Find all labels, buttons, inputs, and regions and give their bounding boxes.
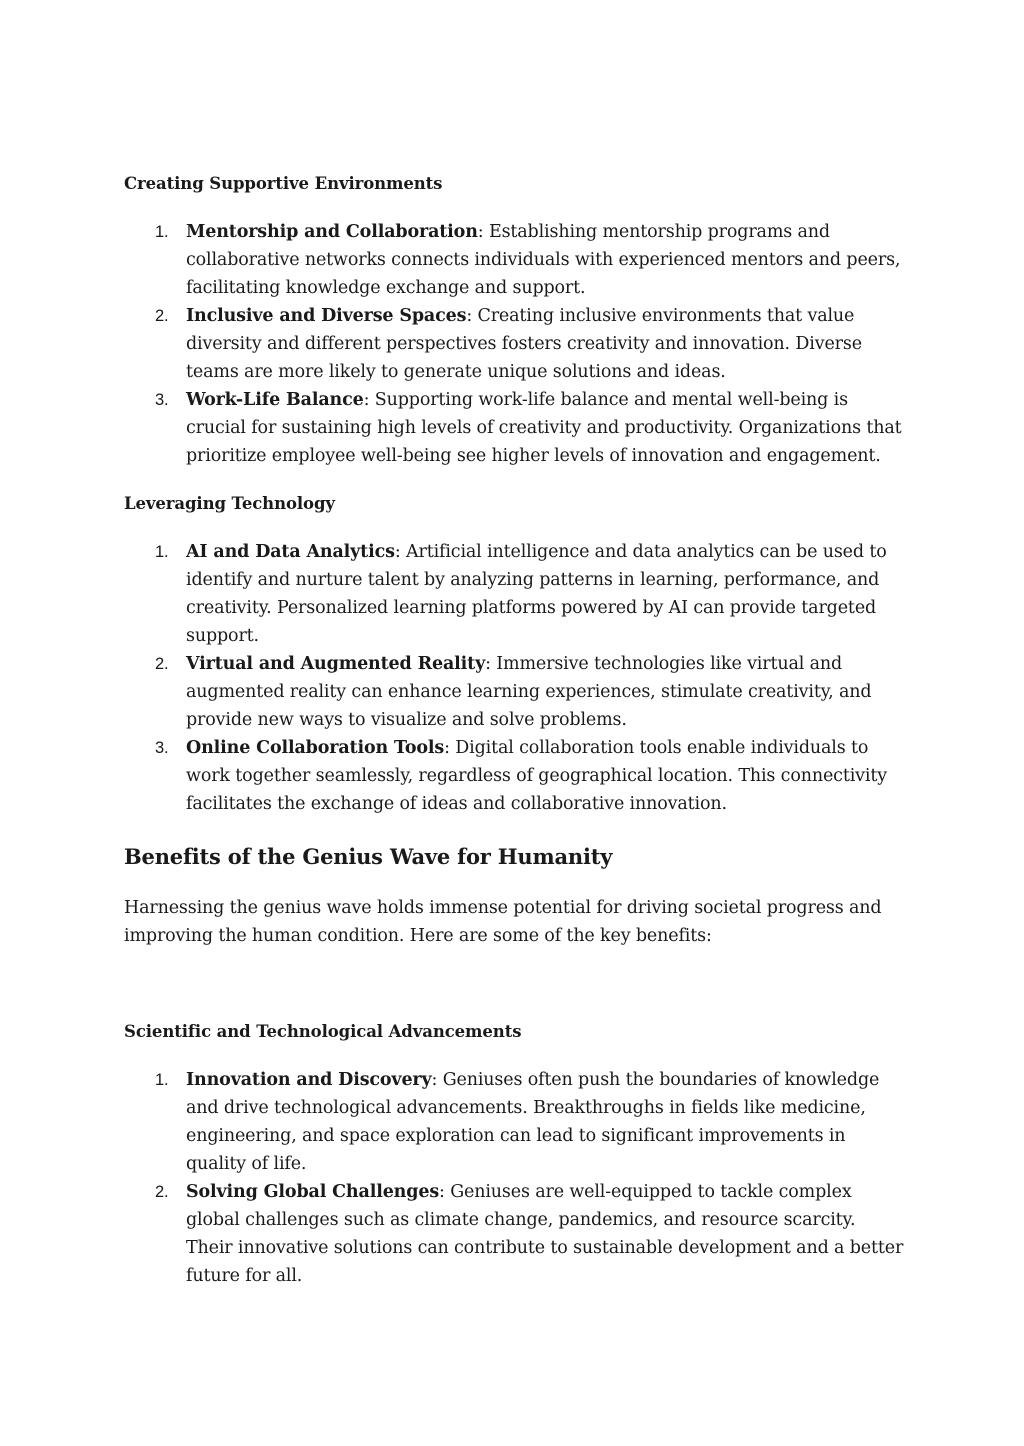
list-item <box>124 218 904 302</box>
list-item-term: Innovation and Discovery <box>186 1070 432 1090</box>
list-number: 1. <box>155 1071 169 1089</box>
list-number: 3. <box>155 391 169 409</box>
list-item <box>124 538 904 650</box>
list-item <box>124 302 904 386</box>
list-number: 1. <box>155 543 169 561</box>
list-item-term: Mentorship and Collaboration <box>186 222 478 242</box>
supportive-environments-list <box>124 218 904 470</box>
list-number: 2. <box>155 307 169 325</box>
section-heading-supportive-environments: Creating Supportive Environments <box>124 174 443 193</box>
list-item-text: : Establishing mentorship programs and collaborative networks connects individuals with experienced mentors and peers, facilitating knowledge exchange and support. <box>186 222 901 298</box>
list-item-term: AI and Data Analytics <box>186 542 395 562</box>
list-item <box>124 1178 904 1290</box>
list-item <box>124 386 904 470</box>
benefits-intro-paragraph: Harnessing the genius wave holds immense potential for driving societal progress and improving the human condition. Here are some of the key benefits: <box>124 898 882 946</box>
list-number: 2. <box>155 655 169 673</box>
list-item-text: : Artificial intelligence and data analytics can be used to identify and nurture talent by analyzing patterns in learning, performance, and creativity. Personalized learning platforms powered by AI can provide targeted support. <box>186 542 887 646</box>
list-item-text: : Creating inclusive environments that value diversity and different perspectives fosters creativity and innovation. Diverse teams are more likely to generate unique solutions and ideas. <box>186 306 862 382</box>
list-item <box>124 1066 904 1178</box>
list-number: 1. <box>155 223 169 241</box>
section-heading-scientific-advancements: Scientific and Technological Advancements <box>124 1022 522 1041</box>
section-heading-leveraging-technology: Leveraging Technology <box>124 494 335 513</box>
list-item-term: Work-Life Balance <box>186 390 364 410</box>
list-item-text: : Supporting work-life balance and mental well-being is crucial for sustaining high levels of creativity and productivity. Organizations that prioritize employee well-being see higher levels of innovation and engagement. <box>186 390 902 466</box>
document-page <box>124 170 904 1290</box>
leveraging-technology-list <box>124 538 904 818</box>
list-item-term: Solving Global Challenges <box>186 1182 440 1202</box>
list-item-term: Inclusive and Diverse Spaces <box>186 306 467 326</box>
section-heading-benefits: Benefits of the Genius Wave for Humanity <box>124 844 613 869</box>
list-number: 2. <box>155 1183 169 1201</box>
list-number: 3. <box>155 739 169 757</box>
list-item-text: : Geniuses often push the boundaries of knowledge and drive technological advancements. Breakthroughs in fields like medicine, engineering, and space exploration can lead to significant improvements in quality of life. <box>186 1070 880 1174</box>
list-item-text: : Geniuses are well-equipped to tackle complex global challenges such as climate change, pandemics, and resource scarcity. Their innovative solutions can contribute to sustainable development and a better future for all. <box>186 1182 904 1286</box>
list-item <box>124 650 904 734</box>
scientific-advancements-list <box>124 1066 904 1290</box>
list-item-term: Online Collaboration Tools <box>186 738 445 758</box>
list-item-term: Virtual and Augmented Reality <box>186 654 486 674</box>
list-item-text: : Digital collaboration tools enable individuals to work together seamlessly, regardless of geographical location. This connectivity facilitates the exchange of ideas and collaborative innovation. <box>186 738 887 814</box>
list-item-text: : Immersive technologies like virtual and augmented reality can enhance learning experiences, stimulate creativity, and provide new ways to visualize and solve problems. <box>186 654 872 730</box>
list-item <box>124 734 904 818</box>
